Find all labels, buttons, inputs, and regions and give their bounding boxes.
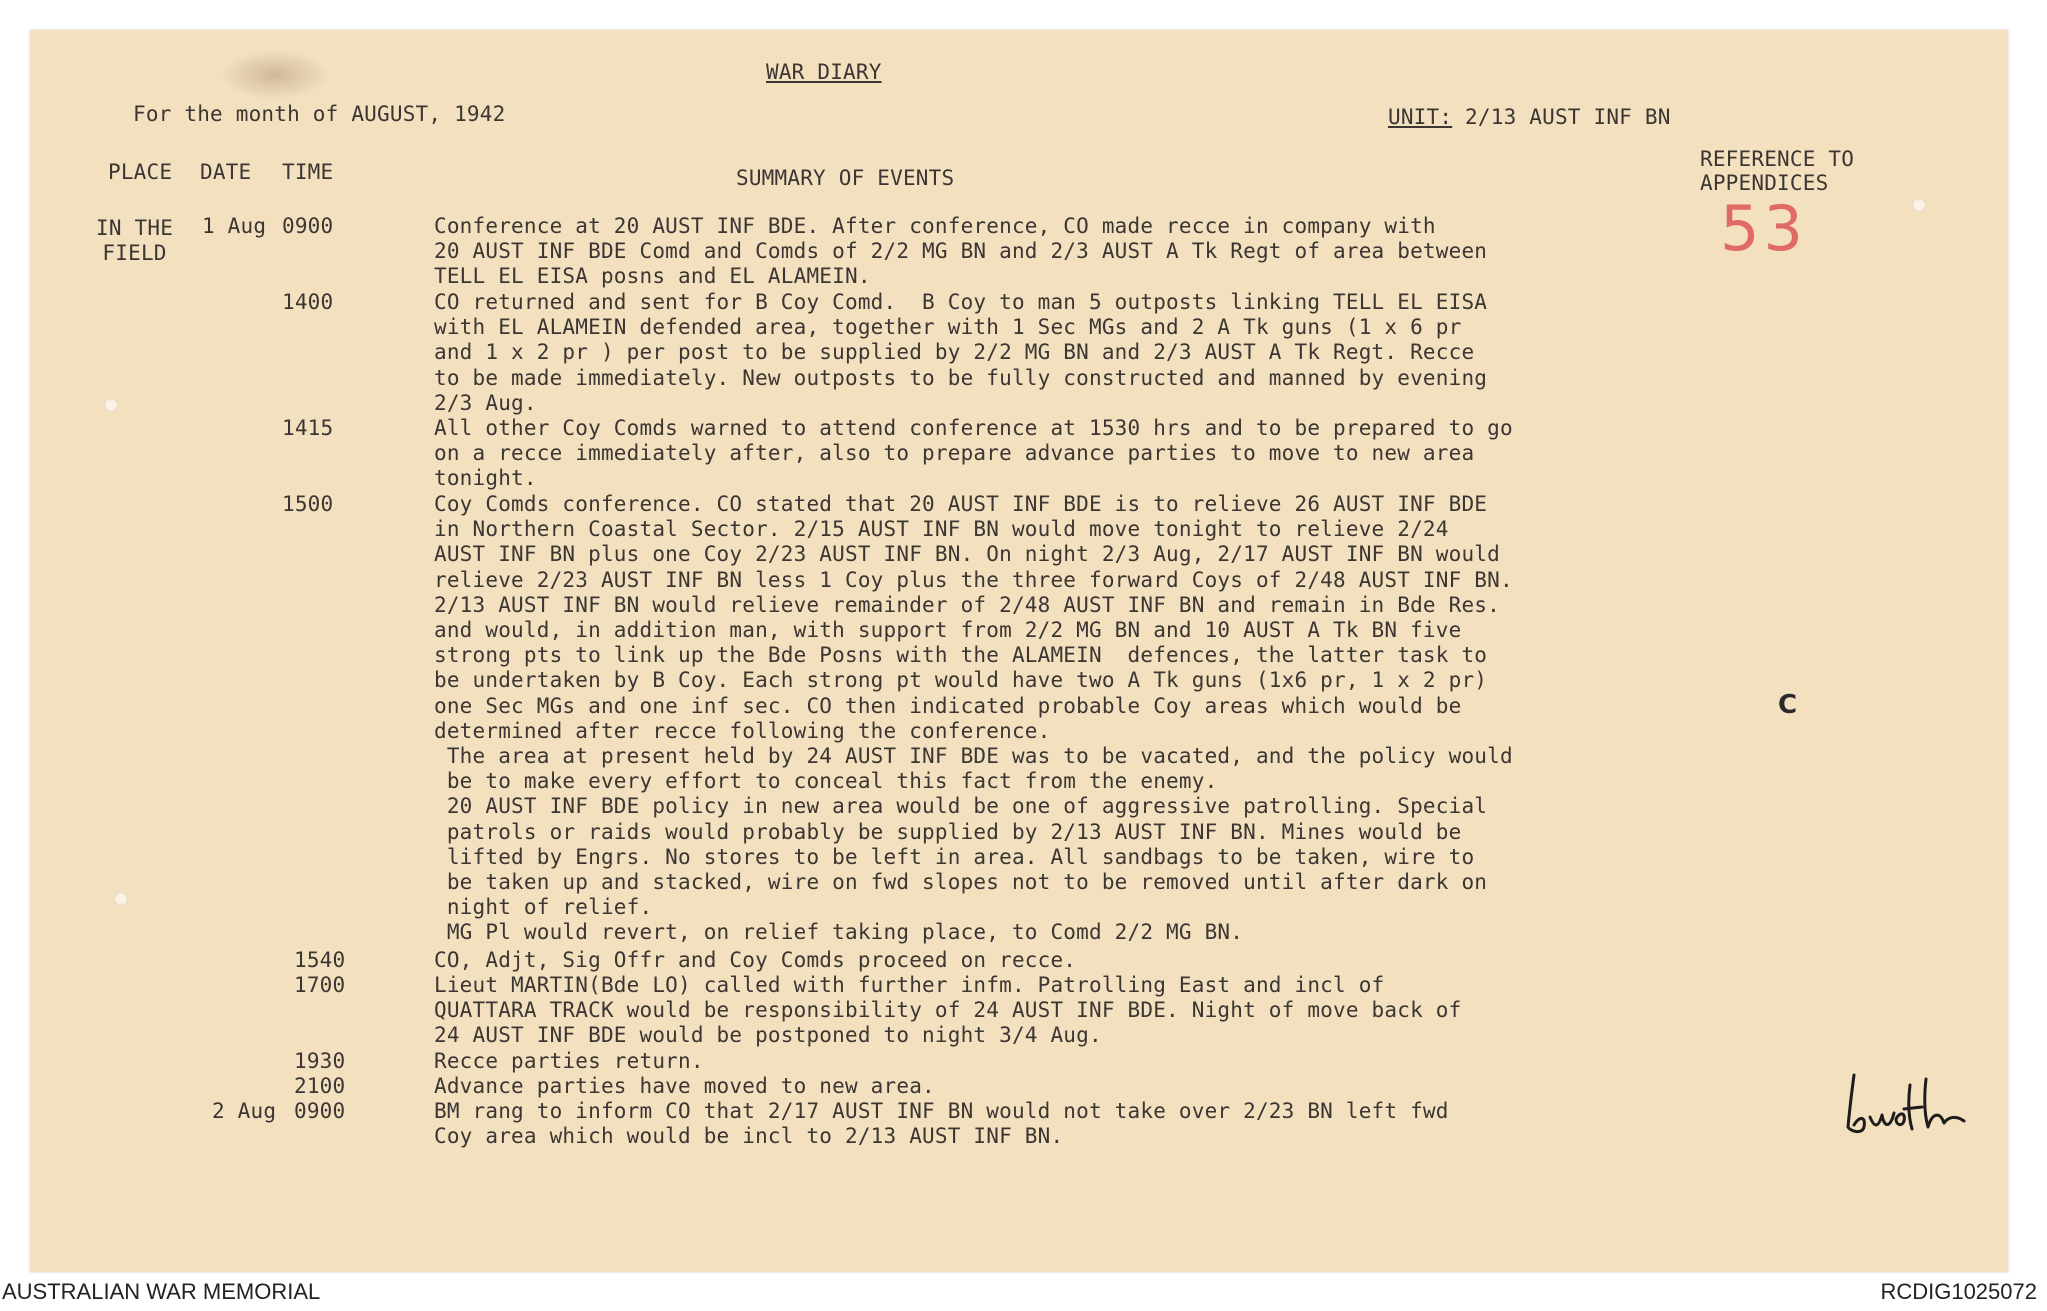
entry-text: Advance parties have moved to new area.: [434, 1074, 935, 1098]
punch-hole-mid: [104, 398, 118, 412]
punch-hole-top: [1912, 198, 1926, 212]
entry-text: Recce parties return.: [434, 1049, 704, 1073]
unit-label: UNIT:: [1388, 105, 1453, 129]
column-header-date: DATE: [200, 160, 252, 184]
footer-source: AUSTRALIAN WAR MEMORIAL: [2, 1279, 321, 1304]
entry-text: CO, Adjt, Sig Offr and Coy Comds proceed on recce.: [434, 948, 1077, 972]
entry-text: All other Coy Comds warned to attend conference at 1530 hrs and to be prepared to go on a recce immediately after, also to prepare advance parties to move to new area tonight.: [434, 416, 1513, 491]
unit-value: 2/13 AUST INF BN: [1452, 105, 1671, 129]
entry-time: 0900: [282, 214, 334, 238]
entry-text: Lieut MARTIN(Bde LO) called with further infm. Patrolling East and incl of QUATTARA TRACK would be responsibility of 24 AUST INF BDE. Night of move back of 24 AUST INF BDE would be postponed to night 3/4 Aug.: [434, 973, 1462, 1048]
column-header-place: PLACE: [108, 160, 173, 184]
entry-text: BM rang to inform CO that 2/17 AUST INF BN would not take over 2/23 BN left fwd Coy area which would be incl to 2/13 AUST INF BN.: [434, 1099, 1449, 1149]
signature-mark: [1840, 1065, 1970, 1145]
column-header-reference: REFERENCE TO APPENDICES: [1700, 147, 1855, 195]
punch-hole-low: [114, 892, 128, 906]
entry-time: 1500: [282, 492, 334, 516]
entry-time: 2100: [294, 1074, 346, 1098]
appendix-number: 53: [1720, 192, 1807, 265]
entry-time: 0900: [294, 1099, 346, 1123]
entry-text: Coy Comds conference. CO stated that 20 AUST INF BDE is to relieve 26 AUST INF BDE in Northern Coastal Sector. 2/15 AUST INF BN would move tonight to relieve 2/24 AUST INF BN plus one Coy 2/23 AUST INF BN. On night 2/3 Aug, 2/17 AUST INF BN would relieve 2/23 AUST INF BN less 1 Coy plus the three forward Coys of 2/48 AUST INF BN. 2/13 AUST INF BN would relieve remainder of 2/48 AUST INF BN and remain in Bde Res. and would, in addition man, with support from 2/2 MG BN and 10 AUST A Tk BN five strong pts to link up the Bde Posns with the ALAMEIN defences, the latter task to be undertaken by B Coy. Each strong pt would have two A Tk guns (1x6 pr, 1 x 2 pr) one Sec MGs and one inf sec. CO then indicated probable Coy areas which would be determined after recce following the conference. The area at present held by 24 AUST INF BDE was to be vacated, and the policy would be to make every effort to conceal this fact from the enemy. 20 AUST INF BDE policy in new area would be one of aggressive patrolling. Special patrols or raids would probably be supplied by 2/13 AUST INF BN. Mines would be lifted by Engrs. No stores to be left in area. All sandbags to be taken, wire to be taken up and stacked, wire on fwd slopes not to be removed until after dark on night of relief. MG Pl would revert, on relief taking place, to Comd 2/2 MG BN.: [434, 492, 1513, 945]
column-header-summary: SUMMARY OF EVENTS: [736, 166, 955, 190]
footer-id: RCDIG1025072: [1880, 1279, 2037, 1304]
entry-time: 1700: [294, 973, 346, 997]
margin-mark: C: [1778, 690, 1798, 720]
place-value: IN THE FIELD: [96, 216, 174, 265]
page-title: WAR DIARY: [766, 60, 882, 84]
entry-time: 1540: [294, 948, 346, 972]
unit-line: [1388, 105, 1671, 130]
entry-time: 1930: [294, 1049, 346, 1073]
entry-date: 2 Aug: [212, 1099, 277, 1123]
column-header-time: TIME: [282, 160, 334, 184]
month-line: For the month of AUGUST, 1942: [133, 102, 506, 126]
entry-time: 1400: [282, 290, 334, 314]
entry-time: 1415: [282, 416, 334, 440]
entry-text: CO returned and sent for B Coy Comd. B Coy to man 5 outposts linking TELL EL EISA with EL ALAMEIN defended area, together with 1 Sec MGs and 2 A Tk guns (1 x 6 pr and 1 x 2 pr ) per post to be supplied by 2/2 MG BN and 2/3 AUST A Tk Regt. Recce to be made immediately. New outposts to be fully constructed and manned by evening 2/3 Aug.: [434, 290, 1488, 415]
entry-text: Conference at 20 AUST INF BDE. After conference, CO made recce in company with 20 AUST INF BDE Comd and Comds of 2/2 MG BN and 2/3 AUST A Tk Regt of area between TELL EL EISA posns and EL ALAMEIN.: [434, 214, 1488, 289]
entry-date: 1 Aug: [202, 214, 267, 238]
diary-sheet: [30, 30, 2008, 1272]
paper-stain: [220, 50, 330, 100]
